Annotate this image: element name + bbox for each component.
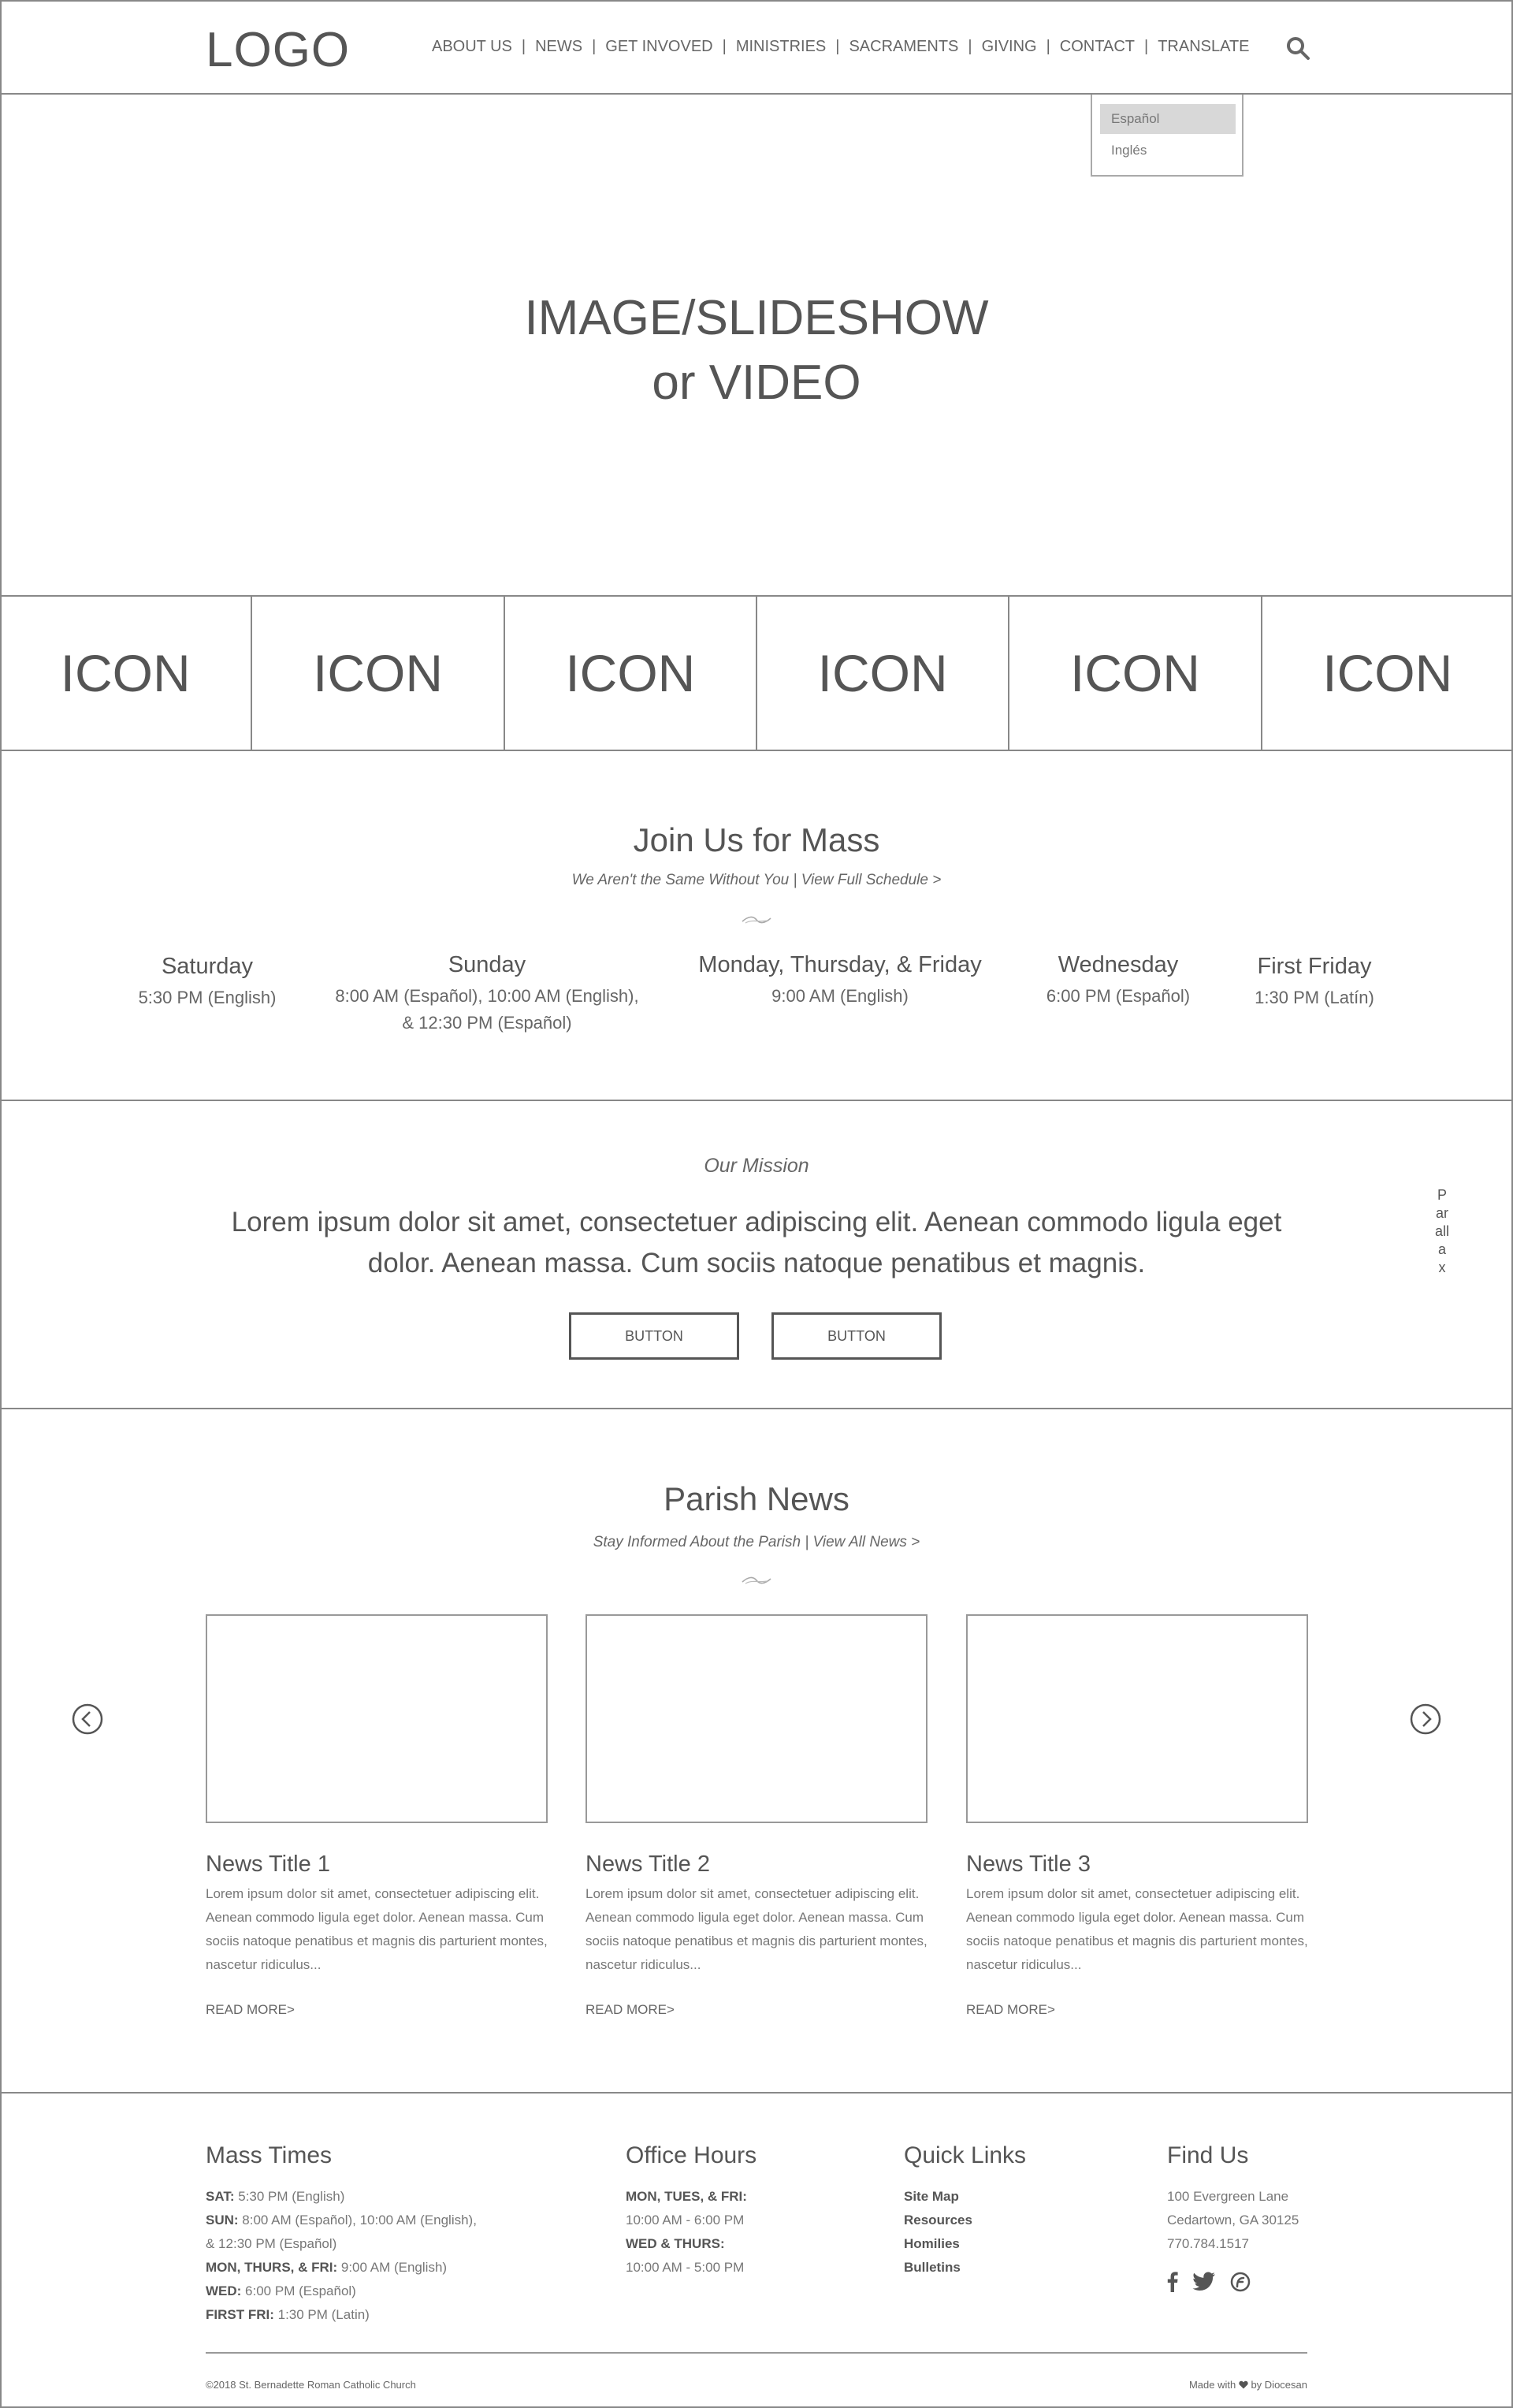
footer-line: [626, 2209, 831, 2232]
footer-line-label: SAT:: [206, 2189, 235, 2204]
flocknote-icon[interactable]: [1230, 2272, 1251, 2292]
mission-statement: Lorem ipsum dolor sit amet, consectetuer adipiscing elit. Aenean commodo ligula eget dolor. Aenean massa. Cum sociis natoque penatibus et magnis.: [231, 1207, 1282, 1278]
nav-separator: |: [1143, 38, 1149, 55]
nav-separator: |: [1046, 38, 1050, 55]
footer-line: [206, 2280, 521, 2303]
news-section-subtitle[interactable]: Stay Informed About the Parish | View All News >: [593, 1534, 920, 1550]
icon-tile[interactable]: ICON: [1009, 597, 1262, 750]
footer-heading: Quick Links: [904, 2142, 1027, 2168]
translate-dropdown: [1091, 95, 1243, 177]
news-title[interactable]: News Title 1: [206, 1852, 330, 1877]
footer-line-text: 10:00 AM - 6:00 PM: [626, 2213, 745, 2227]
made-with-text: Made with: [1188, 2379, 1236, 2391]
hero-line-1: IMAGE/SLIDESHOW: [524, 291, 989, 345]
mass-time: 1:30 PM (Latín): [1255, 988, 1374, 1007]
site-header: [0, 0, 1513, 95]
hero-placeholder: [0, 286, 1513, 415]
icon-row: [0, 597, 1513, 751]
mass-day-name: Saturday: [161, 954, 254, 979]
nav-about-us[interactable]: ABOUT US: [432, 38, 512, 55]
mass-section-title: Join Us for Mass: [633, 821, 880, 858]
nav-separator: |: [835, 38, 840, 55]
footer-line-text: 6:00 PM (Español): [241, 2283, 356, 2298]
site-footer: [0, 2092, 1513, 2408]
main-nav: [432, 38, 1250, 56]
social-links: [1167, 2272, 1325, 2292]
mass-day-mon-thu-fri: [678, 952, 1002, 1010]
news-card: [585, 1614, 928, 2018]
nav-sacraments[interactable]: SACRAMENTS: [849, 38, 959, 55]
footer-find-us: [1167, 2142, 1325, 2292]
footer-divider: [206, 2352, 1307, 2354]
news-card: [206, 1614, 548, 2018]
footer-line-label: MON, THURS, & FRI:: [206, 2260, 338, 2275]
read-more-link[interactable]: READ MORE>: [966, 2002, 1055, 2017]
mission-button-2[interactable]: BUTTON: [771, 1312, 942, 1360]
footer-line-text: 8:00 AM (Español), 10:00 AM (English),: [238, 2213, 477, 2227]
footer-heading: Find Us: [1167, 2142, 1249, 2168]
mass-day-name: Monday, Thursday, & Friday: [698, 952, 982, 977]
logo[interactable]: LOGO: [206, 23, 351, 77]
footer-line-text: & 12:30 PM (Español): [206, 2236, 337, 2251]
footer-line-text: 10:00 AM - 5:00 PM: [626, 2260, 745, 2275]
mission-label: Our Mission: [704, 1155, 809, 1177]
footer-line-label: WED & THURS:: [626, 2236, 725, 2251]
footer-phone[interactable]: 770.784.1517: [1167, 2236, 1249, 2251]
footer-address-line: Cedartown, GA 30125: [1167, 2213, 1299, 2227]
nav-get-involved[interactable]: GET INVOVED: [605, 38, 713, 55]
footer-line: [206, 2256, 521, 2280]
mass-day-name: Sunday: [448, 952, 526, 977]
footer-office-hours: [626, 2142, 831, 2280]
footer-heading: Office Hours: [626, 2142, 757, 2168]
nav-news[interactable]: NEWS: [535, 38, 583, 55]
news-card: [966, 1614, 1308, 2018]
mass-day-first-friday: [1231, 954, 1398, 1011]
news-image[interactable]: [206, 1614, 548, 1823]
footer-line: [626, 2256, 831, 2280]
hero-slideshow[interactable]: [0, 95, 1513, 597]
read-more-link[interactable]: READ MORE>: [206, 2002, 295, 2017]
swirl-divider-icon: [741, 914, 772, 925]
footer-line-label: SUN:: [206, 2213, 239, 2227]
news-title[interactable]: News Title 2: [585, 1852, 710, 1877]
footer-line-text: 9:00 AM (English): [337, 2260, 448, 2275]
mass-time: 9:00 AM (English): [771, 986, 909, 1006]
icon-tile[interactable]: ICON: [1322, 644, 1453, 702]
mass-time: & 12:30 PM (Español): [402, 1013, 572, 1033]
mass-time: 6:00 PM (Español): [1046, 986, 1191, 1006]
parallax-label: Parallax: [1435, 1187, 1450, 1275]
footer-line: [206, 2232, 521, 2256]
mass-day-name: Wednesday: [1058, 952, 1179, 977]
footer-line-label: MON, TUES, & FRI:: [626, 2189, 747, 2204]
carousel-next-icon[interactable]: [1410, 1703, 1441, 1735]
read-more-link[interactable]: READ MORE>: [585, 2002, 675, 2017]
mass-section-subtitle[interactable]: We Aren't the Same Without You | View Full Schedule >: [571, 872, 942, 888]
footer-line: [206, 2185, 521, 2209]
news-excerpt: Lorem ipsum dolor sit amet, consectetuer adipiscing elit. Aenean commodo ligula eget dolor. Aenean massa. Cum sociis natoque penatibus et magnis dis parturient montes, nascetur ridiculus...: [206, 1886, 548, 1972]
footer-line-text: 1:30 PM (Latin): [273, 2307, 370, 2322]
mass-time: 5:30 PM (English): [138, 988, 277, 1007]
nav-separator: |: [592, 38, 597, 55]
mass-day-saturday: [118, 954, 296, 1011]
icon-tile[interactable]: ICON: [757, 597, 1009, 750]
footer-link-site-map[interactable]: Site Map: [904, 2189, 959, 2204]
nav-translate[interactable]: TRANSLATE: [1158, 38, 1250, 55]
nav-contact[interactable]: CONTACT: [1059, 38, 1135, 55]
made-with-credit[interactable]: [1182, 2379, 1307, 2391]
nav-separator: |: [722, 38, 727, 55]
news-excerpt: Lorem ipsum dolor sit amet, consectetuer adipiscing elit. Aenean commodo ligula eget dolor. Aenean massa. Cum sociis natoque penatibus et magnis dis parturient montes, nascetur ridiculus...: [585, 1886, 928, 1972]
footer-line: [206, 2303, 521, 2327]
mass-day-name: First Friday: [1257, 954, 1372, 979]
icon-tile[interactable]: ICON: [505, 597, 757, 750]
search-icon[interactable]: [1284, 35, 1311, 61]
footer-link-homilies[interactable]: Homilies: [904, 2236, 960, 2251]
icon-tile[interactable]: ICON: [0, 597, 252, 750]
news-section-title: Parish News: [664, 1480, 849, 1517]
footer-line-label: FIRST FRI:: [206, 2307, 274, 2322]
footer-heading: Mass Times: [206, 2142, 333, 2168]
news-title[interactable]: News Title 3: [966, 1852, 1091, 1877]
footer-line-label: WED:: [206, 2283, 242, 2298]
footer-link-resources[interactable]: Resources: [904, 2213, 972, 2227]
footer-line: [626, 2185, 831, 2209]
facebook-icon[interactable]: [1167, 2272, 1178, 2292]
footer-line-text: 5:30 PM (English): [234, 2189, 345, 2204]
mass-time: 8:00 AM (Español), 10:00 AM (English),: [335, 986, 639, 1006]
copyright: ©2018 St. Bernadette Roman Catholic Church: [206, 2379, 416, 2391]
news-excerpt: Lorem ipsum dolor sit amet, consectetuer adipiscing elit. Aenean commodo ligula eget dolor. Aenean massa. Cum sociis natoque penatibus et magnis dis parturient montes, nascetur ridiculus...: [966, 1886, 1308, 1972]
footer-line: [626, 2232, 831, 2256]
footer-line: [206, 2209, 521, 2232]
news-image[interactable]: [585, 1614, 928, 1823]
icon-tile[interactable]: ICON: [252, 597, 504, 750]
heart-icon: [1239, 2380, 1248, 2389]
mission-button-1[interactable]: BUTTON: [569, 1312, 739, 1360]
mass-day-sunday: [315, 952, 659, 1037]
nav-separator: |: [521, 38, 526, 55]
made-by-text: by Diocesan: [1251, 2379, 1307, 2391]
news-image[interactable]: [966, 1614, 1308, 1823]
footer-link-bulletins[interactable]: Bulletins: [904, 2260, 961, 2275]
swirl-divider-icon: [741, 1575, 772, 1586]
mass-day-wednesday: [1024, 952, 1212, 1010]
nav-giving[interactable]: GIVING: [981, 38, 1037, 55]
footer-quick-links: [904, 2142, 1093, 2280]
carousel-prev-icon[interactable]: [72, 1703, 103, 1735]
hero-line-2: or VIDEO: [652, 355, 861, 410]
nav-separator: |: [968, 38, 972, 55]
language-option-ingles[interactable]: Inglés: [1111, 143, 1147, 158]
mission-section: [0, 1100, 1513, 1409]
footer-mass-times: [206, 2142, 521, 2327]
twitter-icon[interactable]: [1192, 2272, 1216, 2292]
language-option-espanol[interactable]: Español: [1100, 104, 1236, 134]
nav-ministries[interactable]: MINISTRIES: [735, 38, 827, 55]
footer-address-line: 100 Evergreen Lane: [1167, 2189, 1289, 2204]
